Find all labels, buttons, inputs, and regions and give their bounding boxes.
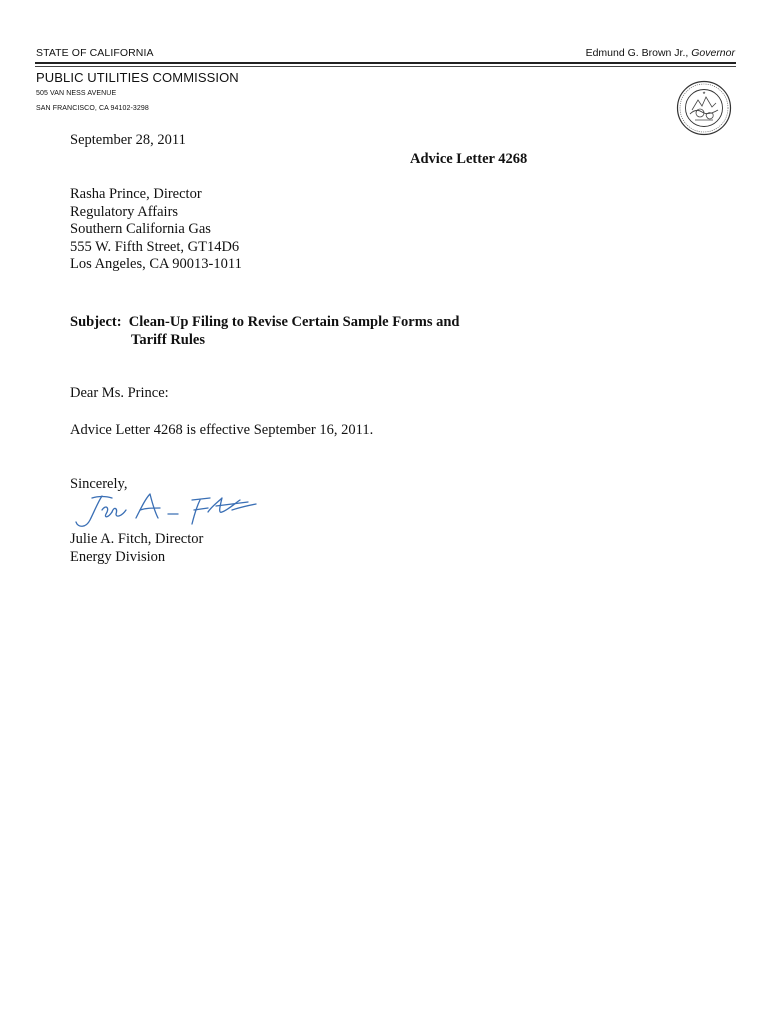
header-rule-thin — [35, 66, 736, 67]
handwritten-signature — [72, 488, 272, 532]
signer-block — [70, 531, 203, 566]
closing: Sincerely, — [70, 476, 128, 492]
recipient-address-block — [70, 186, 242, 274]
governor-name: Edmund G. Brown Jr., — [585, 47, 689, 59]
governor-title: Governor — [691, 47, 735, 59]
letter-date: September 28, 2011 — [70, 132, 186, 148]
advice-letter-heading: Advice Letter 4268 — [410, 151, 528, 167]
signer-name: Julie A. Fitch, Director — [70, 531, 204, 547]
subject-block — [70, 314, 459, 349]
address-line-2: SAN FRANCISCO, CA 94102-3298 — [36, 105, 149, 112]
governor-label — [586, 47, 735, 59]
recipient-company: Southern California Gas — [70, 221, 211, 237]
recipient-name: Rasha Prince, Director — [70, 186, 202, 202]
subject-line-1: Subject: Clean-Up Filing to Revise Certain Sample Forms and — [70, 314, 460, 330]
recipient-city: Los Angeles, CA 90013-1011 — [70, 256, 242, 272]
state-label: STATE OF CALIFORNIA — [36, 47, 154, 59]
signer-division: Energy Division — [70, 548, 166, 565]
salutation: Dear Ms. Prince: — [70, 385, 169, 401]
header-rule-thick — [35, 62, 736, 64]
subject-line-2: Tariff Rules — [131, 331, 205, 348]
address-line-1: 505 VAN NESS AVENUE — [36, 90, 117, 97]
commission-name: PUBLIC UTILITIES COMMISSION — [36, 70, 239, 85]
recipient-department: Regulatory Affairs — [70, 203, 179, 220]
body-paragraph: Advice Letter 4268 is effective September 16, 2011. — [70, 422, 374, 438]
recipient-street: 555 W. Fifth Street, GT14D6 — [70, 238, 240, 255]
state-seal-icon — [676, 80, 732, 136]
svg-text:★: ★ — [702, 90, 706, 95]
